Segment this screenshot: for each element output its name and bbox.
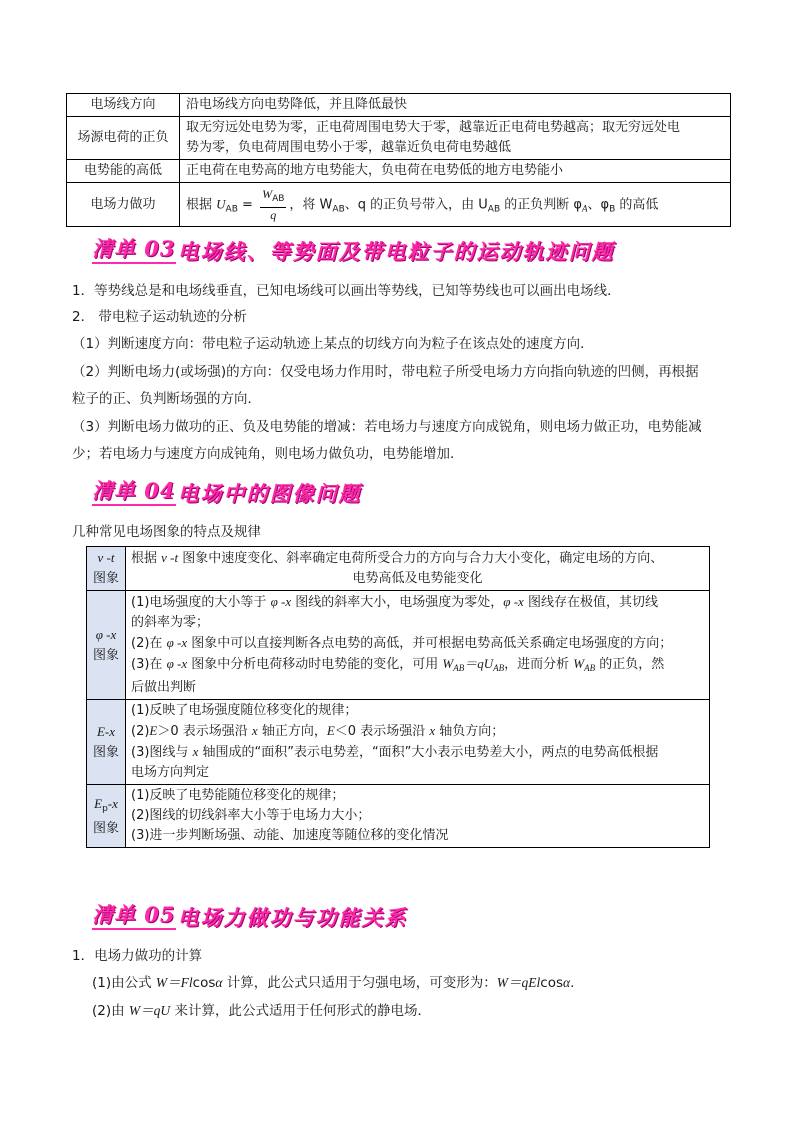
- section-title: 电场线、等势面及带电粒子的运动轨迹问题: [177, 239, 615, 264]
- table-row: [67, 160, 731, 183]
- row-text: 正电荷在电势高的地方电势能大，负电荷在电势低的地方电势能小: [180, 160, 731, 183]
- section-heading-05: [92, 902, 408, 930]
- table-row: [67, 117, 731, 160]
- row-label: v -t 图象: [87, 547, 126, 591]
- paragraph: (1)由公式 W＝Flcosα 计算，此公式只适用于匀强电场，可变形为：W＝qElcosα.: [92, 975, 575, 991]
- row-text: 取无穷远处电势为零，正电荷周围电势大于零，越靠近正电荷电势越高；取无穷远处电 势为零，负电荷周围电势小于零，越靠近负电荷电势越低: [180, 117, 731, 160]
- paragraph: (2)由 W＝qU 来计算，此公式适用于任何形式的静电场．: [92, 1003, 431, 1019]
- table-row: [87, 547, 710, 591]
- row-label: 场源电荷的正负: [67, 117, 180, 160]
- table-row: [87, 785, 710, 848]
- row-text: (1)反映了电势能随位移变化的规律； (2)图线的切线斜率大小等于电场力大小； (3)进一步判断场强、动能、加速度等随位移的变化情况: [126, 785, 710, 848]
- section-heading-04: [92, 478, 362, 506]
- section-title: 电场力做功与功能关系: [177, 905, 408, 930]
- table-row: [67, 94, 731, 117]
- section-label: 清单 04: [92, 479, 176, 506]
- table-row: [67, 183, 731, 227]
- paragraph: 1．等势线总是和电场线垂直，已知电场线可以画出等势线，已知等势线也可以画出电场线．: [72, 283, 621, 299]
- table-row: [87, 700, 710, 785]
- row-text: 根据 $U_{AB}$ = $W_{AB}$ q ，将 $W_{AB}$、q 的正负号带入，由 $U_{AB}$ 的正负判断 $\varphi_A$、$\varphi_B$ 的高低: [180, 183, 731, 227]
- paragraph: 2． 带电粒子运动轨迹的分析: [72, 309, 247, 325]
- fraction: $W_{AB}$ q: [262, 186, 285, 222]
- row-text: 根据 v -t 图象中速度变化、斜率确定电荷所受合力的方向与合力大小变化，确定电场的方向、 电势高低及电势能变化: [126, 547, 710, 591]
- paragraph: 少；若电场力与速度方向成钝角，则电场力做负功，电势能增加．: [72, 446, 464, 462]
- row-label: 电场力做功: [67, 183, 180, 227]
- graph-table: [86, 546, 710, 848]
- table-row: [87, 591, 710, 700]
- section-title: 电场中的图像问题: [177, 481, 362, 506]
- row-text: (1)反映了电场强度随位移变化的规律； (2)E＞0 表示场强沿 x 轴正方向，E＜0 表示场强沿 x 轴负方向； (3)图线与 x 轴围成的“面积”表示电势差，“面积”大小表示电势差大小，两点的电势高低根据 电场方向判定: [126, 700, 710, 785]
- row-label: 电势能的高低: [67, 160, 180, 183]
- paragraph: 粒子的正、负判断场强的方向．: [72, 391, 261, 407]
- row-label: $E_p-x$ 图象: [87, 785, 126, 848]
- potential-table: [66, 93, 731, 227]
- row-label: 电场线方向: [67, 94, 180, 117]
- row-text: (1)电场强度的大小等于 φ -x 图线的斜率大小，电场强度为零处，φ -x 图线存在极值，其切线 的斜率为零； (2)在 φ -x 图象中可以直接判断各点电势的高低，并可根据电势高低关系确定电场强度的方向； (3)在 φ -x 图象中分析电荷移动时电势能的变化，可用 $W_{AB}=qU_{AB}$，进而分析 $W_{AB}$ 的正负，然 后做出判断: [126, 591, 710, 700]
- formula-u: U: [216, 196, 226, 211]
- section-heading-03: [92, 236, 615, 264]
- row-text: 沿电场线方向电势降低，并且降低最快: [180, 94, 731, 117]
- paragraph: （1）判断速度方向：带电粒子运动轨迹上某点的切线方向为粒子在该点处的速度方向．: [72, 336, 594, 352]
- paragraph: （3）判断电场力做功的正、负及电势能的增减：若电场力与速度方向成锐角，则电场力做正功，电势能减: [72, 419, 702, 435]
- section-label: 清单 03: [92, 237, 176, 264]
- section-label: 清单 05: [92, 903, 176, 930]
- row-label: φ -x 图象: [87, 591, 126, 700]
- paragraph: 几种常见电场图象的特点及规律: [72, 524, 261, 540]
- paragraph: 1．电场力做功的计算: [72, 948, 203, 964]
- paragraph: （2）判断电场力(或场强)的方向：仅受电场力作用时，带电粒子所受电场力方向指向轨迹的凹侧，再根据: [72, 364, 699, 380]
- row-label: E-x 图象: [87, 700, 126, 785]
